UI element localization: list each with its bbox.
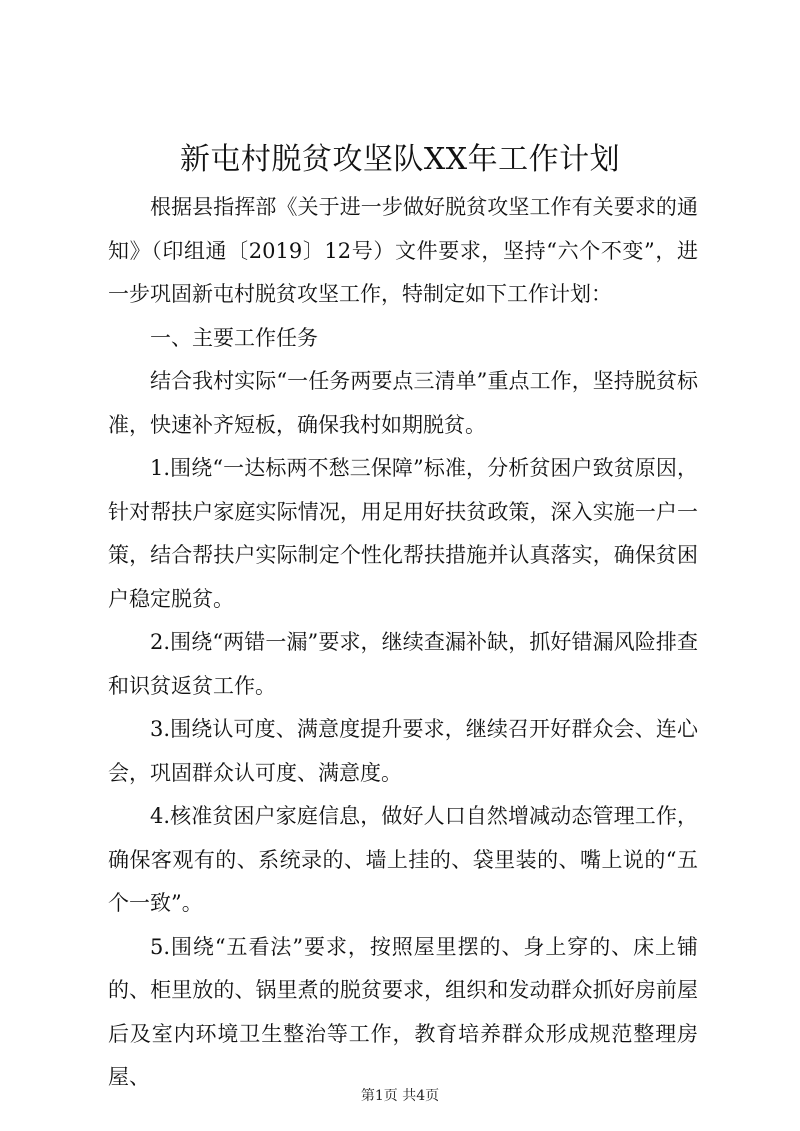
section-heading: 一、主要工作任务	[150, 325, 318, 350]
paragraph-item-5: 5.围绕“五看法”要求，按照屋里摆的、身上穿的、床上铺的、柜里放的、锅里煮的脱贫要求，组织和发动群众抓好房前屋后及室内环境卫生整治等工作，教育培养群众形成规范整理房屋、	[108, 934, 698, 1089]
paragraph-overview: 结合我村实际“一任务两要点三清单”重点工作，坚持脱贫标准，快速补齐短板，确保我村如期脱贫。	[108, 369, 698, 437]
document-title: 新屯村脱贫攻坚队XX年工作计划	[179, 142, 621, 177]
page-footer: 第1页 共4页	[360, 1088, 440, 1104]
paragraph-item-1: 1.围绕“一达标两不愁三保障”标准，分析贫困户致贫原因，针对帮扶户家庭实际情况，用足用好扶贫政策，深入实施一户一策，结合帮扶户实际制定个性化帮扶措施并认真落实，确保贫困户稳定脱贫。	[108, 456, 698, 611]
paragraph-item-2: 2.围绕“两错一漏”要求，继续查漏补缺，抓好错漏风险排查和识贫返贫工作。	[108, 630, 698, 698]
paragraph-item-4: 4.核准贫困户家庭信息，做好人口自然增减动态管理工作，确保客观有的、系统录的、墙上挂的、袋里装的、嘴上说的“五个一致”。	[108, 804, 698, 915]
document-body	[108, 186, 698, 1100]
paragraph-intro: 根据县指挥部《关于进一步做好脱贫攻坚工作有关要求的通知》（印组通〔2019〕12号）文件要求，坚持“六个不变”，进一步巩固新屯村脱贫攻坚工作，特制定如下工作计划：	[108, 195, 698, 306]
paragraph-item-3: 3.围绕认可度、满意度提升要求，继续召开好群众会、连心会，巩固群众认可度、满意度。	[108, 717, 698, 785]
